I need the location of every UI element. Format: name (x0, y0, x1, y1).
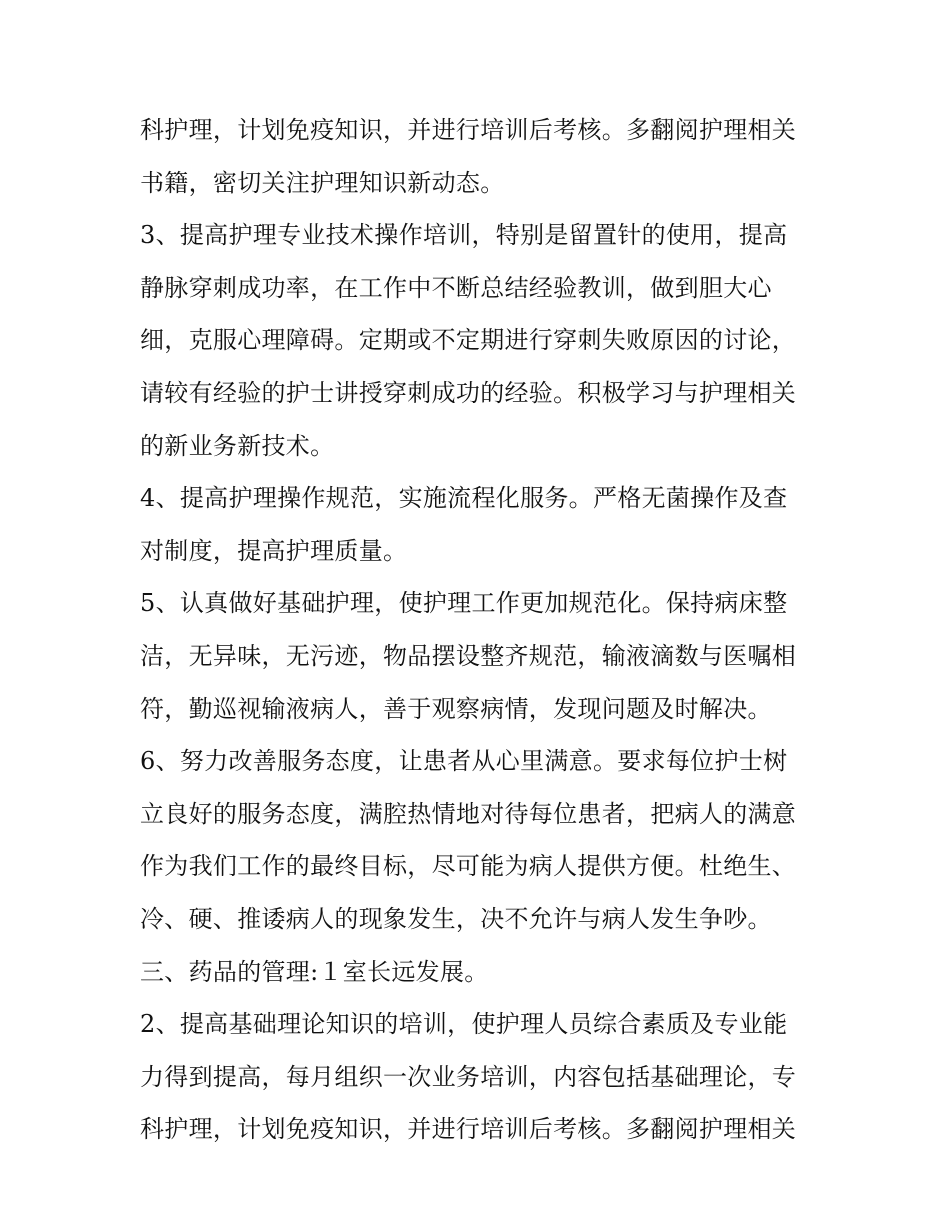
text-line: 对制度，提高护理质量。 (140, 536, 408, 565)
text-line: 的新业务新技术。 (140, 431, 335, 460)
text-line: 洁，无异味，无污迹，物品摆设整齐规范，输液滴数与医嘱相 (140, 641, 797, 670)
text-line: 科护理，计划免疫知识，并进行培训后考核。多翻阅护理相关 (140, 116, 797, 144)
text-line: 请较有经验的护士讲授穿刺成功的经验。积极学习与护理相关 (140, 378, 797, 407)
text-line: 符，勤巡视输液病人，善于观察病情，发现问题及时解决。 (140, 694, 772, 723)
text-line: 细，克服心理障碍。定期或不定期进行穿刺失败原因的讨论， (140, 326, 797, 355)
text-line: 力得到提高，每月组织一次业务培训，内容包括基础理论，专 (140, 1062, 797, 1091)
text-line: 冷、硬、推诿病人的现象发生，决不允许与病人发生争吵。 (140, 904, 772, 933)
text-line: 5、认真做好基础护理，使护理工作更加规范化。保持病床整 (140, 589, 788, 618)
text-line: 科护理，计划免疫知识，并进行培训后考核。多翻阅护理相关 (140, 1115, 797, 1144)
text-line: 作为我们工作的最终目标，尽可能为病人提供方便。杜绝生、 (140, 852, 797, 881)
text-line: 2、提高基础理论知识的培训，使护理人员综合素质及专业能 (140, 1010, 788, 1039)
text-line: 书籍，密切关注护理知识新动态。 (140, 168, 505, 197)
text-line: 4、提高护理操作规范，实施流程化服务。严格无菌操作及查 (140, 484, 788, 513)
text-line: 3、提高护理专业技术操作培训，特别是留置针的使用，提高 (140, 221, 788, 250)
section-heading: 三、药品的管理:１室长远发展。 (140, 957, 489, 986)
text-line: 立良好的服务态度，满腔热情地对待每位患者，把病人的满意 (140, 799, 797, 828)
text-line: 6、努力改善服务态度，让患者从心里满意。要求每位护士树 (140, 747, 788, 776)
document-body (140, 108, 830, 1160)
text-line: 静脉穿刺成功率，在工作中不断总结经验教训，做到胆大心 (140, 273, 772, 302)
